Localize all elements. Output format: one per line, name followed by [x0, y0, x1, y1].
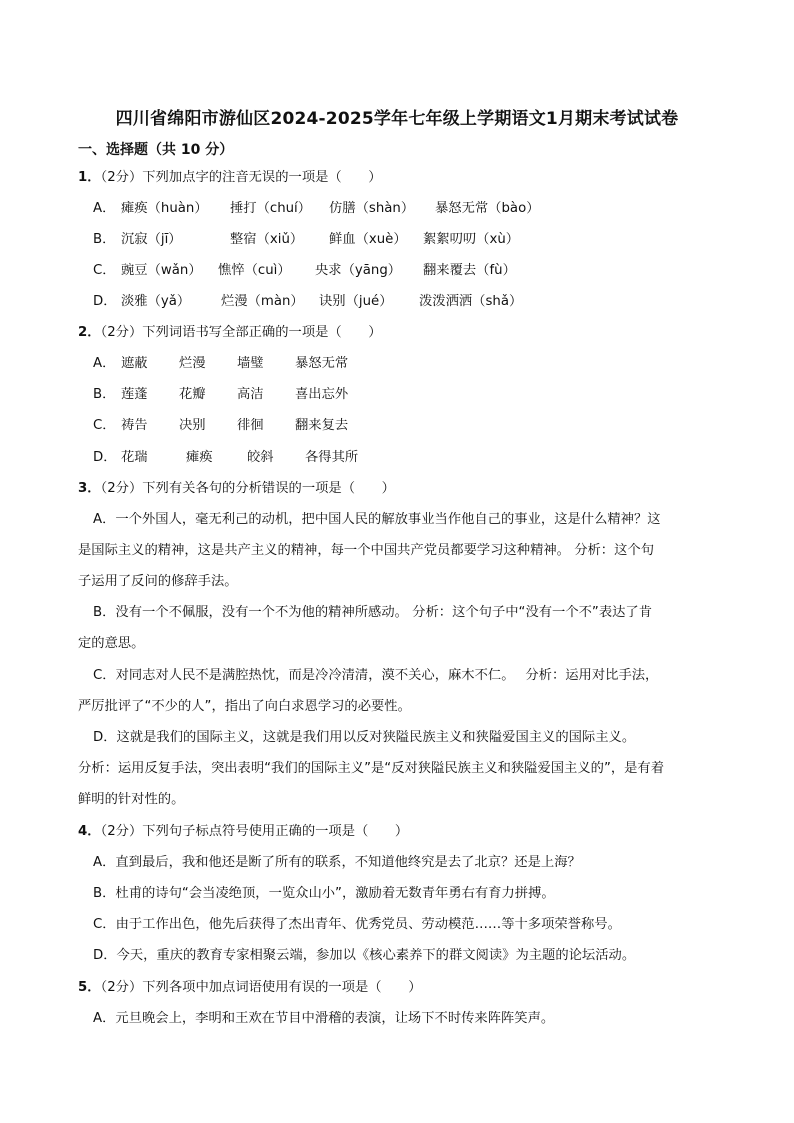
option-letter: A． [93, 356, 116, 371]
option-word: 烂漫 [179, 356, 206, 371]
question-4 [78, 820, 408, 839]
option-word: 莲蓬 [121, 387, 148, 402]
q3-text-line: A．一个外国人，毫无利己的动机，把中国人民的解放事业当作他自己的事业，这是什么精神？这 [93, 512, 661, 527]
option-letter: D． [93, 294, 117, 309]
option-word: 墙璧 [237, 356, 264, 371]
option-word: 暴怒无常（bào） [435, 201, 540, 216]
q3-text-line: B．没有一个不佩服，没有一个不为他的精神所感动。 分析：这个句子中“没有一个不”表达了肯 [93, 605, 652, 620]
question-2 [78, 321, 382, 340]
option-word: 瘫痪 [186, 450, 213, 465]
option-word: 淡雅（yǎ） [121, 294, 191, 309]
question-stem: （2分）下列句子标点符号使用正确的一项是（ ） [100, 824, 409, 839]
q3-text-line: 分析：运用反复手法，突出表明“我们的国际主义”是“反对狭隘民族主义和狭隘爱国主义的”，是有着 [78, 761, 665, 776]
option-word: 絮絮叨叨（xù） [423, 232, 520, 247]
option-word: 瘫痪（huàn） [121, 201, 208, 216]
option-letter: C． [93, 418, 116, 433]
option-word: 遮蔽 [121, 356, 148, 371]
option-word: 翻来复去 [295, 418, 349, 433]
option-word: 各得其所 [305, 450, 359, 465]
option-word: 高洁 [237, 387, 264, 402]
q4-option-b: B．杜甫的诗句“会当凌绝顶，一览众山小”，激励着无数青年勇右有育力拼搏。 [93, 886, 555, 901]
question-stem: （2分）下列各项中加点词语使用有误的一项是（ ） [100, 980, 422, 995]
q4-option-a: A．直到最后，我和他还是断了所有的联系，不知道他终究是去了北京？还是上海？ [93, 855, 581, 870]
q3-text-line: 严厉批评了“不少的人”，指出了向白求恩学习的必要性。 [78, 699, 411, 714]
option-letter: C． [93, 263, 116, 278]
option-word: 翻来覆去（fù） [423, 263, 516, 278]
question-number: 5． [78, 980, 101, 995]
question-stem: （2分）下列加点字的注音无误的一项是（ ） [100, 170, 382, 185]
option-word: 花瓣 [179, 387, 206, 402]
q5-option-a: A．元旦晚会上，李明和王欢在节目中滑稽的表演，让场下不时传来阵阵笑声。 [93, 1011, 555, 1026]
option-word: 沉寂（jī） [121, 232, 182, 247]
option-word: 花瑞 [121, 450, 148, 465]
question-1 [78, 166, 382, 185]
option-word: 央求（yāng） [315, 263, 402, 278]
option-letter: D． [93, 450, 117, 465]
option-word: 暴怒无常 [295, 356, 349, 371]
section-heading: 一、选择题（共 10 分） [78, 142, 234, 158]
document-title: 四川省绵阳市游仙区2024-2025学年七年级上学期语文1月期末考试试卷 [115, 109, 679, 129]
option-word: 祷告 [121, 418, 148, 433]
option-word: 烂漫（màn） [221, 294, 304, 309]
option-word: 鲜血（xuè） [329, 232, 407, 247]
question-stem: （2分）下列有关各句的分析错误的一项是（ ） [100, 481, 395, 496]
option-word: 捶打（chuí） [230, 201, 312, 216]
option-letter: B． [93, 232, 116, 247]
option-letter: A． [93, 201, 116, 216]
option-word: 泼泼洒洒（shǎ） [419, 294, 523, 309]
option-word: 整宿（xiǔ） [230, 232, 304, 247]
q3-text-line: 子运用了反问的修辞手法。 [78, 574, 238, 589]
option-word: 喜出忘外 [295, 387, 349, 402]
question-number: 2． [78, 325, 101, 340]
question-3 [78, 477, 395, 496]
q3-text-line: 是国际主义的精神，这是共产主义的精神，每一个中国共产党员都要学习这种精神。 分析：这个句 [78, 543, 654, 558]
option-word: 憔悴（cuì） [218, 263, 291, 278]
q3-text-line: D．这就是我们的国际主义，这就是我们用以反对狭隘民族主义和狭隘爱国主义的国际主义。 [93, 730, 636, 745]
question-stem: （2分）下列词语书写全部正确的一项是（ ） [100, 325, 382, 340]
option-word: 仿膳（shàn） [329, 201, 415, 216]
q3-text-line: 鲜明的针对性的。 [78, 792, 185, 807]
option-letter: B． [93, 387, 116, 402]
option-word: 决别 [179, 418, 206, 433]
question-5 [78, 976, 422, 995]
question-number: 3． [78, 481, 101, 496]
option-word: 皎斜 [247, 450, 274, 465]
q3-text-line: C．对同志对人民不是满腔热忱，而是冷冷清清，漠不关心，麻木不仁。 分析：运用对比手法， [93, 668, 659, 683]
option-word: 徘徊 [237, 418, 264, 433]
question-number: 1． [78, 170, 101, 185]
q3-text-line: 定的意思。 [78, 636, 145, 651]
q4-option-c: C．由于工作出色，他先后获得了杰出青年、优秀党员、劳动模范……等十多项荣誉称号。 [93, 917, 621, 932]
q4-option-d: D．今天，重庆的教育专家相聚云端，参加以《核心素养下的群文阅读》为主题的论坛活动。 [93, 948, 636, 963]
option-word: 豌豆（wǎn） [121, 263, 202, 278]
option-word: 诀别（jué） [319, 294, 393, 309]
question-number: 4． [78, 824, 101, 839]
